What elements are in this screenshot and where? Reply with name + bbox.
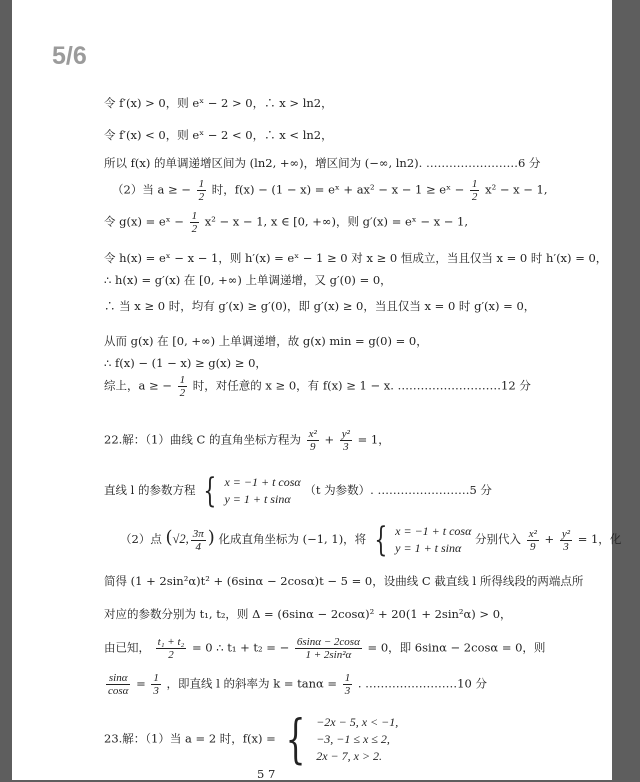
text-line: （2）当 a ≥ − $\frac{1}{2}$ 时，f(x) − (1 − x) = eˣ + ax² − x − 1 ≥ eˣ − $\frac{1}{2}$ x² − x − 1, [112, 178, 548, 203]
text-line: 令 f′(x) > 0，则 eˣ − 2 > 0，∴ x > ln2， [104, 96, 333, 110]
text-line-cut: 5 7 [257, 767, 276, 781]
text-line: ∴ h(x) = g′(x) 在 [0, +∞) 上单调递增，又 g′(0) = 0， [104, 273, 392, 287]
document-page[interactable] [12, 0, 622, 781]
fraction: $\frac{\text{x²}}{9}$ [308, 428, 317, 453]
fraction: $\frac{1}{2}$ [179, 374, 186, 399]
page-indicator: 5/6 [52, 42, 87, 70]
viewer-background-left [0, 0, 12, 780]
fraction: $\frac{1}{2}$ [198, 178, 205, 203]
fraction: $\frac{\text{x²}}{9}$ [528, 527, 537, 553]
text-line: 从而 g(x) 在 [0, +∞) 上单调递增，故 g(x) min = g(0) = 0， [104, 334, 428, 348]
text-line: 23.解：（1）当 a = 2 时，f(x) = { −2x − 5, x < −1, −3, −1 ≤ x ≤ 2, 2x − 7, x > 2. [104, 709, 399, 770]
fraction: $\frac{\text{y²}}{3}$ [341, 428, 350, 453]
text-line: ∴ f(x) − (1 − x) ≥ g(x) ≥ 0， [104, 356, 267, 370]
text-line: 由已知， $\frac{\text{t₁ + t₂}}{2}$ = 0 ∴ t₁ + t₂ = − $\frac{6\sin\alpha - 2\cos\alpha}{\text{1 + 2sin²α}}$ = 0，即 6sinα − 2cosα = 0，则 [104, 636, 546, 661]
fraction: $\frac{\sin\alpha}{\cos\alpha}$ [108, 672, 129, 697]
fraction: $\frac{1}{2}$ [471, 178, 478, 203]
parametric-system: x = −1 + t cosα y = 1 + t sinα [395, 524, 472, 555]
fraction: $\frac{\text{y²}}{3}$ [561, 527, 571, 553]
fraction: $\frac{6\sin\alpha - 2\cos\alpha}{\text{1 + 2sin²α}}$ [296, 636, 360, 661]
fraction: $\frac{3\pi}{4}$ [192, 527, 204, 553]
fraction: $\frac{1}{2}$ [191, 210, 198, 235]
text-line: 综上，a ≥ − $\frac{1}{2}$ 时，对任意的 x ≥ 0，有 f(x) ≥ 1 − x. ………………………12 分 [104, 374, 531, 399]
text-line: $\frac{\sin\alpha}{\cos\alpha}$ = $\frac{1}{3}$ ，即直线 l 的斜率为 k = tanα = $\frac{1}{3}$ . ……………………10 分 [108, 672, 487, 697]
text-line: 令 g(x) = eˣ − $\frac{1}{2}$ x² − x − 1, x ∈ [0, +∞)，则 g′(x) = eˣ − x − 1, [104, 210, 469, 235]
text-line: 简得 (1 + 2sin²α)t² + (6sinα − 2cosα)t − 5 = 0，设曲线 C 截直线 l 所得线段的两端点所 [104, 574, 584, 588]
text-line: 令 f′(x) < 0，则 eˣ − 2 < 0，∴ x < ln2， [104, 128, 333, 142]
text-line: （2）点 (√2, $\frac{3\pi}{4}$ ) 化成直角坐标为 (−1, 1)，将 { x = −1 + t cosα y = 1 + t sinα 分别代入 $\frac{\text{x²}}{9}$ + $\frac{\text{y²}}{3}$ = 1，化 [120, 520, 622, 560]
text-line: 对应的参数分别为 t₁, t₂，则 Δ = (6sinα − 2cosα)² + 20(1 + 2sin²α) > 0， [104, 607, 512, 621]
text-line: ∴ 当 x ≥ 0 时，均有 g′(x) ≥ g′(0)，即 g′(x) ≥ 0，当且仅当 x = 0 时 g′(x) = 0， [104, 299, 536, 313]
left-brace: { [286, 709, 306, 770]
text-line: 所以 f(x) 的单调递增区间为 (ln2, +∞)，增区间为 (−∞, ln2). ……………………6 分 [104, 156, 541, 170]
fraction: $\frac{1}{3}$ [153, 672, 159, 697]
piecewise-function: −2x − 5, x < −1, −3, −1 ≤ x ≤ 2, 2x − 7, x > 2. [316, 715, 399, 763]
fraction: $\frac{\text{t₁ + t₂}}{2}$ [157, 636, 185, 661]
parametric-system: x = −1 + t cosα y = 1 + t sinα [224, 475, 301, 506]
text-line: 22.解：（1）曲线 C 的直角坐标方程为 $\frac{\text{x²}}{9}$ + $\frac{\text{y²}}{3}$ = 1， [104, 428, 390, 453]
text-line: 直线 l 的参数方程 { x = −1 + t cosα y = 1 + t sinα （t 为参数）. ……………………5 分 [104, 471, 492, 511]
left-brace: { [374, 520, 388, 560]
left-brace: { [203, 471, 217, 511]
fraction: $\frac{1}{3}$ [344, 672, 351, 697]
text-line: 令 h(x) = eˣ − x − 1，则 h′(x) = eˣ − 1 ≥ 0 对 x ≥ 0 恒成立，当且仅当 x = 0 时 h′(x) = 0， [104, 251, 608, 265]
